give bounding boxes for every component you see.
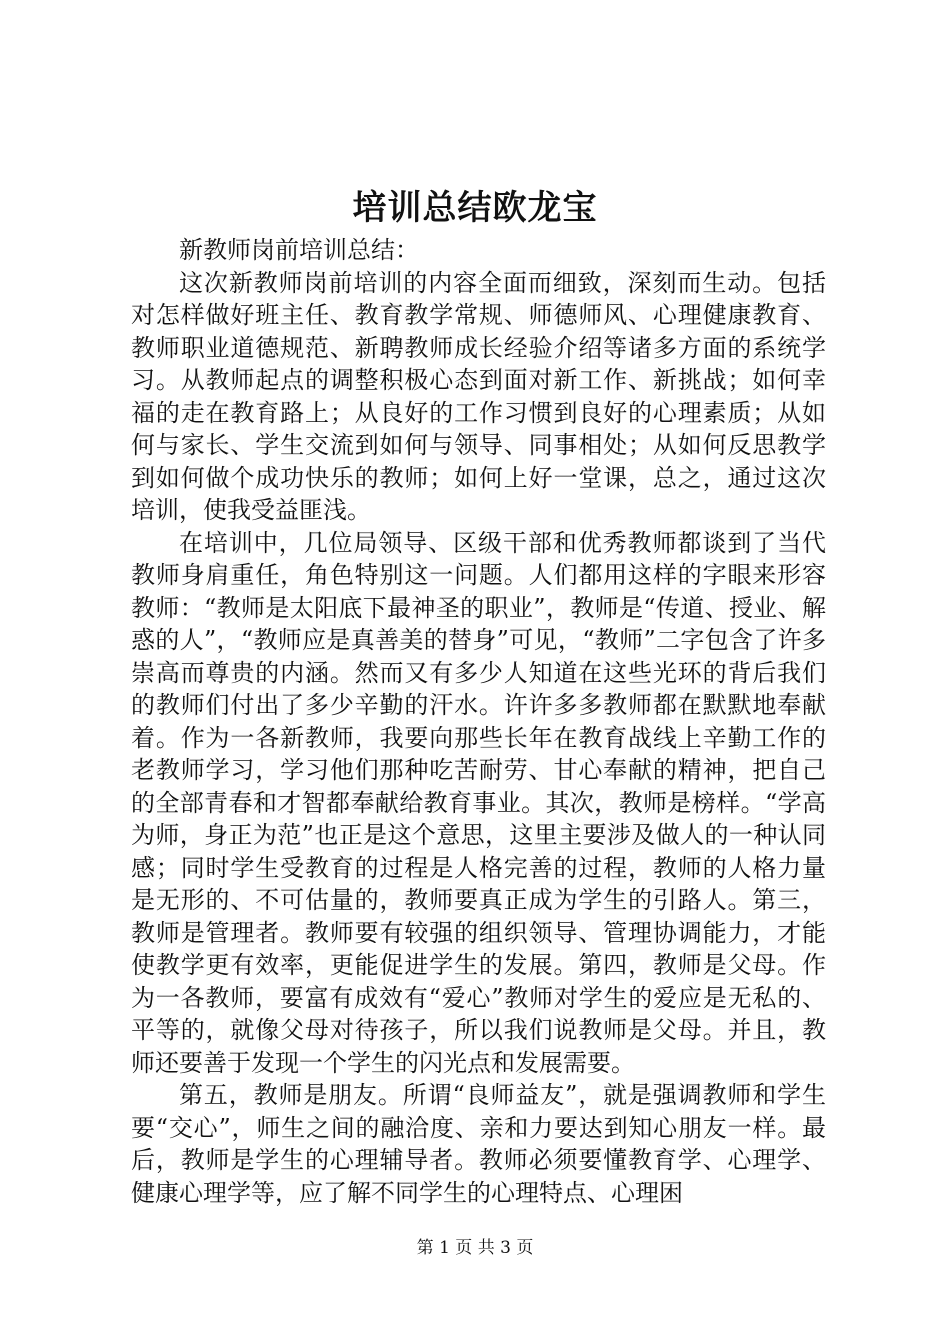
document-body [131, 234, 826, 1209]
paragraph-3: 第五，教师是朋友。所谓“良师益友”，就是强调教师和学生要“交心”，师生之间的融洽度、亲和力要达到知心朋友一样。最后，教师是学生的心理辅导者。教师必须要懂教育学、心理学、健康心理学等，应了解不同学生的心理特点、心理困 [131, 1081, 826, 1207]
page-footer: 第 1 页 共 3 页 [416, 1238, 534, 1258]
paragraph-2: 在培训中，几位局领导、区级干部和优秀教师都谈到了当代教师身肩重任，角色特别这一问题。人们都用这样的字眼来形容教师：“教师是太阳底下最神圣的职业”，教师是“传道、授业、解惑的人”，“教师应是真善美的替身”可见，“教师”二字包含了许多崇高而尊贵的内涵。然而又有多少人知道在这些光环的背后我们的教师们付出了多少辛勤的汗水。许许多多教师都在默默地奉献着。作为一各新教师，我要向那些长年在教育战线上辛勤工作的老教师学习，学习他们那种吃苦耐劳、甘心奉献的精神，把自己的全部青春和才智都奉献给教育事业。其次，教师是榜样。“学高为师，身正为范”也正是这个意思，这里主要涉及做人的一种认同感；同时学生受教育的过程是人格完善的过程，教师的人格力量是无形的、不可估量的，教师要真正成为学生的引路人。第三，教师是管理者。教师要有较强的组织领导、管理协调能力，才能使教学更有效率，更能促进学生的发展。第四，教师是父母。作为一各教师，要富有成效有“爱心”教师对学生的爱应是无私的、平等的，就像父母对待孩子，所以我们说教师是父母。并且，教师还要善于发现一个学生的闪光点和发展需要。 [131, 528, 826, 1077]
paragraph-heading: 新教师岗前培训总结： [179, 236, 419, 264]
paragraph-1: 这次新教师岗前培训的内容全面而细致，深刻而生动。包括对怎样做好班主任、教育教学常规、师德师风、心理健康教育、教师职业道德规范、新聘教师成长经验介绍等诸多方面的系统学习。从教师起点的调整积极心态到面对新工作、新挑战；如何幸福的走在教育路上；从良好的工作习惯到良好的心理素质；从如何与家长、学生交流到如何与领导、同事相处；从如何反思教学到如何做个成功快乐的教师；如何上好一堂课，总之，通过这次培训，使我受益匪浅。 [131, 268, 826, 524]
document-title: 培训总结欧龙宝 [352, 188, 598, 228]
